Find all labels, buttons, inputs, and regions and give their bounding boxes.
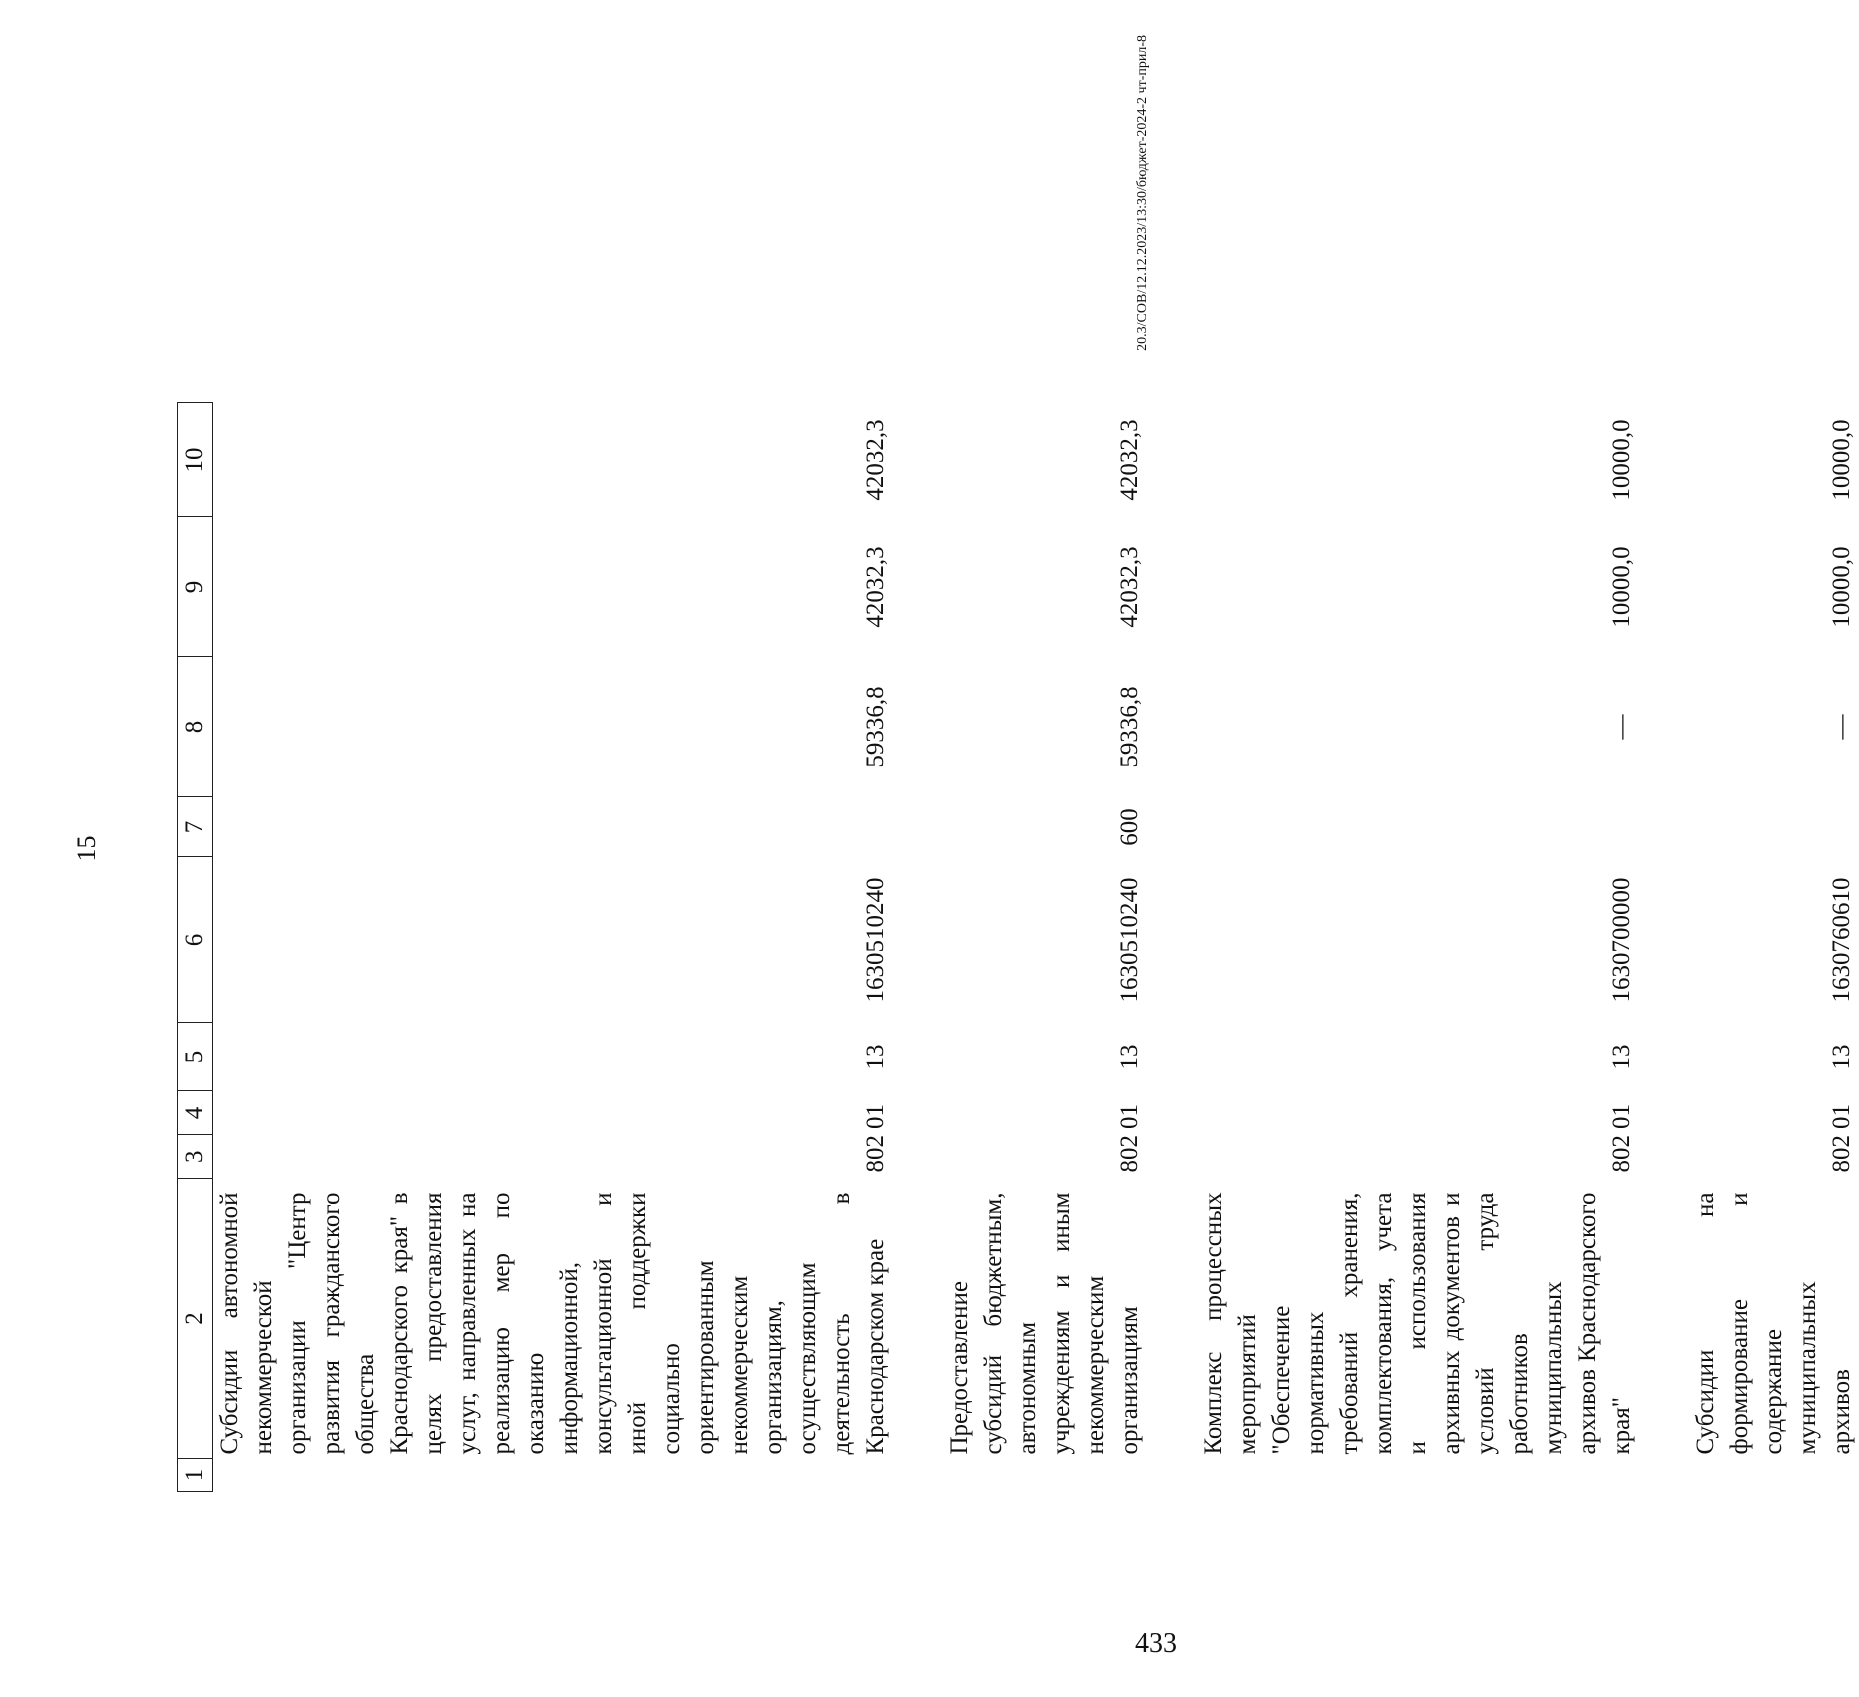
col-header-3: 3 [178,1135,213,1179]
header-row [178,403,213,1492]
cell-amount-10: 10000,0 [1828,419,1855,501]
cell-target-article: 1630510240 [862,877,889,1003]
cell-subsection: 13 [1608,1044,1635,1070]
row-spacer [893,403,943,1492]
row-name: Субсидии на формирование и содержание муниципальных архивов [1692,1192,1855,1455]
col-header-10: 10 [178,403,213,517]
cell-amount-9: 10000,0 [1608,546,1635,628]
col-header-4: 4 [178,1091,213,1135]
cell-target-article: 1630510240 [1116,877,1143,1003]
cell-amount-8: 59336,8 [1116,686,1143,768]
cell-section: 01 [1116,1104,1143,1129]
row-spacer [1147,403,1197,1492]
row-name: Комплекс процессных мероприятий "Обеспечение нормативных требований хранения, комплектования, учета и использования архивных документов и условий труда работников муниципальных архивов Краснодарского края" [1200,1192,1635,1455]
cell-department: 802 [862,1135,889,1173]
cell-expense-type: 600 [1116,808,1143,846]
table-body [213,403,1859,1492]
cell-target-article: 1630760610 [1828,877,1855,1003]
table-row [1689,403,1859,1492]
col-header-6: 6 [178,857,213,1023]
cell-amount-9: 42032,3 [1116,546,1143,628]
row-name: Субсидии автономной некоммерческой организации "Центр развития гражданского общества Краснодарского края" в целях предоставления услуг, направленных на реализацию мер по оказанию информационной, консультационной и иной поддержки социально ориентированным некоммерческим организациям, осуществляющим деятельность в Краснодарском крае [216,1192,889,1455]
cell-expense-type [1197,797,1639,857]
cell-amount-10: 10000,0 [1608,419,1635,501]
cell-target-article: 1630700000 [1608,877,1635,1003]
table-row [213,403,894,1492]
cell-amount-8: 59336,8 [862,686,889,768]
cell-section: 01 [1828,1104,1855,1129]
cell-amount-9: 42032,3 [862,546,889,628]
cell-section: 01 [1608,1104,1635,1129]
budget-table [177,403,1859,1493]
cell-amount-9: 10000,0 [1828,546,1855,628]
cell-subsection: 13 [862,1044,889,1070]
cell-department: 802 [1828,1135,1855,1173]
col-header-1: 1 [178,1459,213,1492]
col-header-9: 9 [178,517,213,657]
col-header-7: 7 [178,797,213,857]
cell-section: 01 [862,1104,889,1129]
sheet-number: 433 [1135,1628,1177,1659]
cell-amount-8: — [1608,714,1635,740]
document-stamp: 20.3/СОВ/12.12.2023/13:30/бюджет-2024-2 чт-прил-8 [1135,35,1150,351]
cell-expense-type [213,797,894,857]
row-name: Предоставление субсидий бюджетным, автономным учреждениям и иным некоммерческим организациям [946,1192,1143,1455]
cell-department: 802 [1116,1135,1143,1173]
cell-department: 802 [1608,1135,1635,1173]
cell-amount-10: 42032,3 [862,419,889,501]
table-row [943,403,1147,1492]
col-header-5: 5 [178,1023,213,1091]
row-spacer [1639,403,1689,1492]
cell-amount-8: — [1828,714,1855,740]
cell-subsection: 13 [1116,1044,1143,1070]
cell-subsection: 13 [1828,1044,1855,1070]
cell-expense-type [1689,797,1859,857]
col-header-8: 8 [178,657,213,797]
col-header-2: 2 [178,1179,213,1459]
cell-amount-10: 42032,3 [1116,419,1143,501]
table-header [178,403,213,1492]
table-row [1197,403,1639,1492]
page-number: 15 [72,835,101,862]
